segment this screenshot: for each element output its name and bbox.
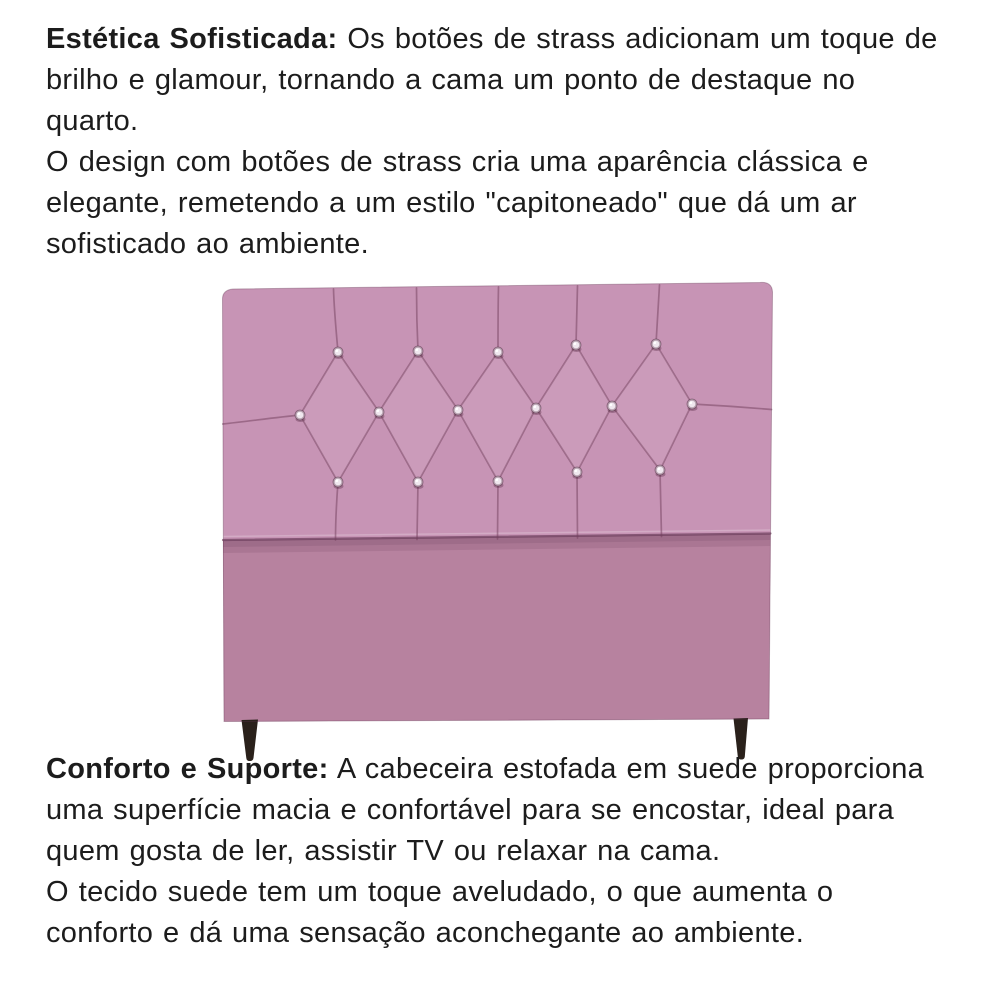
rhinestone-button <box>413 346 424 358</box>
description-bottom-line3: quem gosta de ler, assistir TV ou relaxar na cama. <box>46 835 721 867</box>
description-top-line6: sofisticado ao ambiente. <box>46 228 369 260</box>
description-bottom-line2: uma superfície macia e confortável para se encostar, ideal para <box>46 794 895 826</box>
description-bottom <box>46 749 924 954</box>
rhinestone-button <box>651 339 662 351</box>
description-bottom-line1: A cabeceira estofada em suede proporciona <box>328 753 925 785</box>
rhinestone-button <box>413 477 424 489</box>
description-bottom-heading: Conforto e Suporte: <box>46 753 329 785</box>
rhinestone-button <box>493 347 504 359</box>
rhinestone-button <box>531 403 542 415</box>
description-top-heading: Estética Sofisticada: <box>46 23 338 55</box>
rhinestone-button <box>374 407 385 419</box>
description-bottom-line5: conforto e dá uma sensação aconchegante ao ambiente. <box>46 917 805 949</box>
description-top-line2: brilho e glamour, tornando a cama um ponto de destaque no <box>46 64 856 96</box>
rhinestone-button <box>687 399 698 411</box>
rhinestone-button <box>493 476 504 488</box>
description-top-line4: O design com botões de strass cria uma aparência clássica e <box>46 146 869 178</box>
description-top-line3: quarto. <box>46 105 139 137</box>
rhinestone-button <box>655 465 666 477</box>
rhinestone-button <box>333 477 344 489</box>
rhinestone-button <box>571 340 582 352</box>
rhinestone-button <box>333 347 344 359</box>
description-top-line1: Os botões de strass adicionam um toque de <box>337 23 938 55</box>
rhinestone-button <box>453 405 464 417</box>
rhinestone-button <box>607 401 618 413</box>
rhinestone-button <box>572 467 583 479</box>
description-bottom-line4: O tecido suede tem um toque aveludado, o que aumenta o <box>46 876 834 908</box>
description-top-line5: elegante, remetendo a um estilo "capitoneado" que dá um ar <box>46 187 857 219</box>
rhinestone-button <box>295 410 306 422</box>
